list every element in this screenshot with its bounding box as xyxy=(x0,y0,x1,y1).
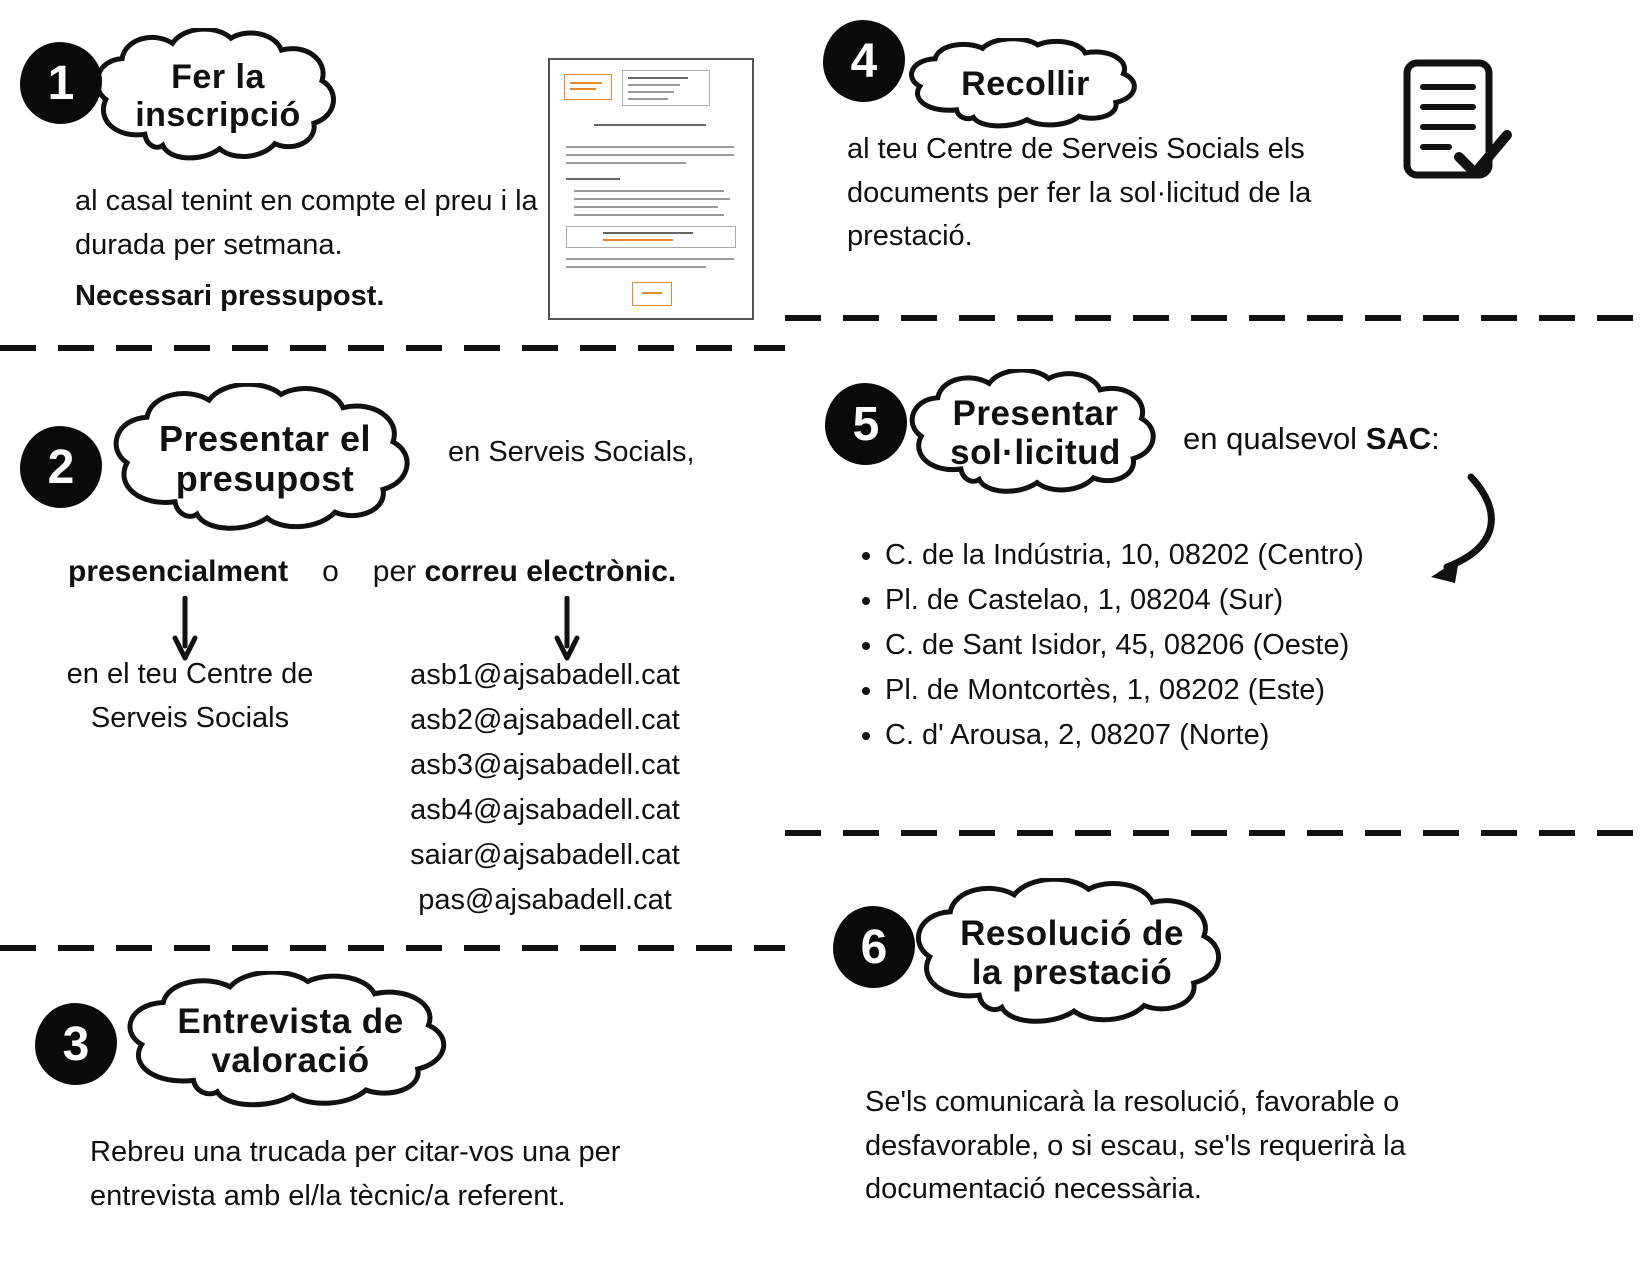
form-submit-button-shape xyxy=(632,282,672,306)
step-4-body: al teu Centre de Serveis Socials els documents per fer la sol·licitud de la prestació. xyxy=(847,133,1312,252)
sac-location: • C. de Sant Isidor, 45, 08206 (Oeste) xyxy=(885,623,1525,668)
document-check-icon xyxy=(1397,55,1515,195)
sac-location: • C. de la Indústria, 10, 08202 (Centro) xyxy=(885,533,1525,578)
option-conjunction: o xyxy=(322,555,339,588)
step-4-badge xyxy=(823,20,905,102)
step-4-title: Recollir xyxy=(961,64,1090,103)
step-1-body xyxy=(75,180,540,319)
step-6-section xyxy=(785,836,1650,1275)
step-3-number: 3 xyxy=(62,1017,90,1071)
sac-location: • Pl. de Castelao, 1, 08204 (Sur) xyxy=(885,578,1525,623)
step-1-cloud xyxy=(88,28,348,164)
step-2-aside: en Serveis Socials, xyxy=(448,436,695,468)
step-3-title-line2: valoració xyxy=(211,1041,370,1080)
step-5-title-line2: sol·licitud xyxy=(950,433,1121,472)
option-b-prefix: per xyxy=(372,555,417,588)
aside-prefix: en qualsevol xyxy=(1183,421,1366,456)
step-5-aside xyxy=(1183,416,1513,463)
form-logo-box xyxy=(564,74,612,100)
step-5-title-line1: Presentar xyxy=(952,393,1119,433)
step-3-section xyxy=(0,951,785,1269)
step-6-number: 6 xyxy=(860,920,888,974)
step-2-options xyxy=(68,549,768,594)
email-address: asb4@ajsabadell.cat xyxy=(410,793,680,826)
inscription-form-thumbnail xyxy=(548,58,754,320)
step-4-cloud xyxy=(903,38,1148,130)
step-1-note: Necessari pressupost. xyxy=(75,280,385,312)
sac-location: • Pl. de Montcortès, 1, 08202 (Este) xyxy=(885,668,1525,713)
step-5-cloud xyxy=(903,369,1168,497)
step-2-section xyxy=(0,351,785,945)
step-2-badge xyxy=(20,426,102,508)
email-address: pas@ajsabadell.cat xyxy=(418,883,672,916)
step-6-title-line1: Resolució de xyxy=(960,913,1184,953)
step-3-badge xyxy=(35,1003,117,1085)
aside-suffix: : xyxy=(1431,421,1440,456)
step-2-title-line1: Presentar el xyxy=(158,417,372,459)
aside-sac: SAC xyxy=(1365,421,1432,456)
step-6-cloud xyxy=(907,878,1237,1028)
step-1-number: 1 xyxy=(47,56,75,110)
step-2-number: 2 xyxy=(47,440,75,494)
sac-location: • C. d' Arousa, 2, 08207 (Norte) xyxy=(885,713,1525,758)
email-address: asb1@ajsabadell.cat xyxy=(410,659,680,691)
step-4-number: 4 xyxy=(850,34,878,88)
step-2-cloud xyxy=(105,383,425,535)
form-header-box xyxy=(622,70,710,106)
step-1-badge xyxy=(20,42,102,124)
step-1-section xyxy=(0,0,785,345)
step-1-title-line1: Fer la xyxy=(171,57,265,96)
step-1-body-text: al casal tenint en compte el preu i la durada per setmana. xyxy=(75,185,538,261)
step-3-cloud xyxy=(118,971,463,1111)
step-5-badge xyxy=(825,383,907,465)
right-column xyxy=(785,0,1650,1275)
email-address: asb2@ajsabadell.cat xyxy=(410,703,680,736)
step-6-title-line2: la prestació xyxy=(971,953,1173,992)
form-title-line xyxy=(594,124,706,126)
email-address: saiar@ajsabadell.cat xyxy=(410,838,680,871)
step-4-section xyxy=(785,0,1650,315)
step-6-badge xyxy=(833,906,915,988)
destination-line1: en el teu Centre de xyxy=(66,658,314,690)
step-2-destination xyxy=(30,653,350,740)
option-presencial: presencialment xyxy=(68,555,289,588)
form-field-box xyxy=(566,226,736,248)
sac-location-list xyxy=(853,533,1525,758)
step-5-section xyxy=(785,321,1650,830)
step-5-number: 5 xyxy=(852,397,880,451)
step-1-title-line2: inscripció xyxy=(135,96,301,134)
email-list xyxy=(375,653,715,923)
step-2-title-line2: presupost xyxy=(175,458,355,499)
email-address: asb3@ajsabadell.cat xyxy=(410,748,680,781)
left-column xyxy=(0,0,785,1275)
destination-line2: Serveis Socials xyxy=(90,701,290,734)
option-email: correu electrònic. xyxy=(424,555,677,588)
step-6-body: Se'ls comunicarà la resolució, favorable o desfavorable, o si escau, se'ls requerirà la documentació necessària. xyxy=(865,1086,1406,1205)
step-3-body: Rebreu una trucada per citar-vos una per entrevista amb el/la tècnic/a referent. xyxy=(90,1136,621,1212)
step-3-title-line1: Entrevista de xyxy=(177,1001,404,1041)
